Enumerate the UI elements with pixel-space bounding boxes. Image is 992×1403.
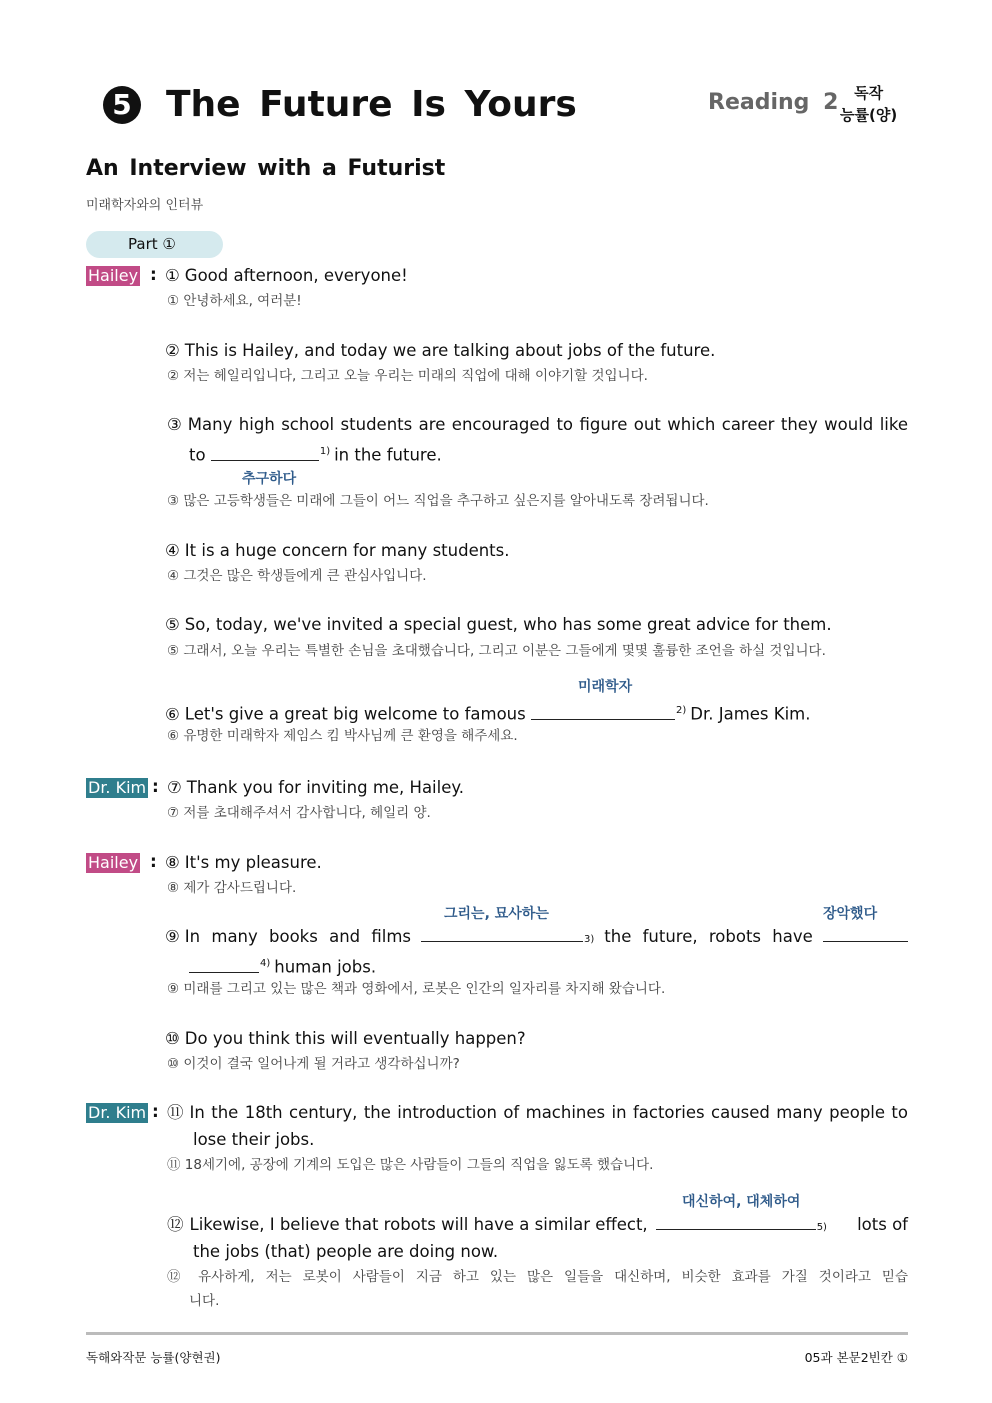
sentence-3-line1 xyxy=(167,415,908,435)
translation-6: ⑥ 유명한 미래학자 제임스 킴 박사님께 큰 환영을 해주세요. xyxy=(167,728,518,744)
sentence-number: ① xyxy=(165,266,180,285)
speaker-tag-hailey: Hailey xyxy=(88,266,139,285)
answer-blank-5[interactable] xyxy=(656,1216,816,1230)
speaker-tag-dr-kim: Dr. Kim xyxy=(88,778,147,797)
sentence-text: to xyxy=(189,445,206,465)
sentence-11-line1 xyxy=(167,1103,908,1123)
sentence-5 xyxy=(165,615,832,635)
sentence-text: It's my pleasure. xyxy=(184,853,322,872)
sentence-number: ⑥ xyxy=(165,704,180,724)
blank-number: 1) xyxy=(319,446,331,457)
translation-3: ③ 많은 고등학생들은 미래에 그들이 어느 직업을 추구하고 싶은지를 알아내도록 장려됩니다. xyxy=(167,493,709,509)
speaker-tag-dr-kim: Dr. Kim xyxy=(88,1103,147,1122)
sentence-text: Dr. James Kim. xyxy=(690,704,811,724)
book-label-line1: 독작 xyxy=(854,84,884,102)
part-label: Part ① xyxy=(86,231,223,258)
sentence-text: human jobs. xyxy=(274,957,377,977)
hint-3: 그리는, 묘사하는 xyxy=(444,906,549,922)
sentence-number: ⑤ xyxy=(165,615,180,634)
translation-2: ② 저는 헤일리입니다, 그리고 오늘 우리는 미래의 직업에 대해 이야기할 것입니다. xyxy=(167,368,648,384)
speaker-tag-hailey: Hailey xyxy=(88,853,139,872)
translation-5: ⑤ 그래서, 오늘 우리는 특별한 손님을 초대했습니다, 그리고 이분은 그들에게 몇몇 훌륭한 조언을 하실 것입니다. xyxy=(167,643,826,659)
hint-4: 장악했다 xyxy=(823,906,878,922)
book-label xyxy=(840,82,897,126)
sentence-text: This is Hailey, and today we are talking about jobs of the future. xyxy=(184,341,716,360)
footer-page-label: 05과 본문2빈칸 ① xyxy=(804,1350,908,1365)
sentence-text: the future, robots have xyxy=(604,927,813,946)
speaker-colon: : xyxy=(152,777,159,797)
answer-blank-4[interactable] xyxy=(823,928,908,942)
sentence-text: Good afternoon, everyone! xyxy=(184,266,408,285)
sentence-text: In the 18th century, the introduction of machines in factories caused many people to xyxy=(189,1103,908,1122)
blank-number: 2) xyxy=(676,705,687,716)
sentence-number: ⑪ xyxy=(167,1103,184,1122)
sentence-7 xyxy=(167,778,464,798)
sentence-8 xyxy=(165,853,322,873)
blank-number: 5) xyxy=(816,1222,827,1233)
answer-blank-3[interactable] xyxy=(421,928,583,942)
book-label-line2: 능률(양) xyxy=(840,106,898,124)
sentence-text: So, today, we've invited a special guest, who has some great advice for them. xyxy=(184,615,832,634)
sentence-12-line2: the jobs (that) people are doing now. xyxy=(193,1242,499,1261)
sentence-number: ④ xyxy=(165,541,180,560)
sentence-number: ⑩ xyxy=(165,1029,180,1048)
footer-divider xyxy=(86,1332,908,1335)
translation-4: ④ 그것은 많은 학생들에게 큰 관심사입니다. xyxy=(167,568,427,584)
translation-11: ⑪ 18세기에, 공장에 기계의 도입은 많은 사람들이 그들의 직업을 잃도록 했습니다. xyxy=(167,1157,654,1173)
sentence-9-line1 xyxy=(165,927,908,950)
hint-1: 추구하다 xyxy=(242,471,297,487)
hint-2: 미래학자 xyxy=(578,679,633,695)
sentence-text: in the future. xyxy=(334,445,442,465)
sentence-text: lots of xyxy=(857,1215,908,1234)
footer-book-title: 독해와작문 능률(양현권) xyxy=(86,1350,221,1365)
sentence-4 xyxy=(165,541,510,561)
sentence-text: Likewise, I believe that robots will have a similar effect, xyxy=(189,1215,648,1234)
sentence-6 xyxy=(165,701,811,725)
answer-blank-2[interactable] xyxy=(531,706,675,720)
translation-9: ⑨ 미래를 그리고 있는 많은 책과 영화에서, 로봇은 인간의 일자리를 차지해 왔습니다. xyxy=(167,981,666,997)
reading-label: Reading 2 xyxy=(708,90,839,115)
sentence-text: Many high school students are encouraged to figure out which career they would like xyxy=(187,415,908,434)
blank-number: 3) xyxy=(584,934,595,945)
answer-blank-4-continued[interactable] xyxy=(189,959,259,973)
sentence-number: ⑧ xyxy=(165,853,180,872)
blank-number: 4) xyxy=(260,958,271,969)
speaker-colon: : xyxy=(152,1102,159,1122)
translation-12-line2: 니다. xyxy=(189,1293,220,1309)
article-title: An Interview with a Futurist xyxy=(86,156,446,181)
sentence-text: It is a huge concern for many students. xyxy=(184,541,510,560)
speaker-colon: : xyxy=(150,852,157,872)
lesson-title: The Future Is Yours xyxy=(166,84,577,125)
hint-5: 대신하여, 대체하여 xyxy=(682,1194,801,1210)
translation-1: ① 안녕하세요, 여러분! xyxy=(167,293,302,309)
sentence-12-line1 xyxy=(167,1215,908,1238)
sentence-9-line2 xyxy=(189,954,376,978)
lesson-number-badge: 5 xyxy=(103,86,141,124)
translation-8: ⑧ 제가 감사드립니다. xyxy=(167,880,297,896)
sentence-text: Thank you for inviting me, Hailey. xyxy=(186,778,465,797)
sentence-text: Let's give a great big welcome to famous xyxy=(184,704,526,724)
sentence-number: ⑨ xyxy=(165,927,180,946)
sentence-number: ③ xyxy=(167,415,182,434)
sentence-10 xyxy=(165,1029,526,1049)
sentence-text: Do you think this will eventually happen? xyxy=(184,1029,526,1048)
sentence-number: ⑦ xyxy=(167,778,182,797)
sentence-3-line2 xyxy=(189,442,442,466)
translation-10: ⑩ 이것이 결국 일어나게 될 거라고 생각하십니까? xyxy=(167,1056,460,1072)
translation-12-line1: ⑫ 유사하게, 저는 로봇이 사람들이 지금 하고 있는 많은 일들을 대신하며, 비슷한 효과를 가질 것이라고 믿습 xyxy=(167,1269,908,1285)
speaker-colon: : xyxy=(150,265,157,285)
sentence-2 xyxy=(165,341,715,361)
sentence-text: In many books and films xyxy=(184,927,412,946)
sentence-11-line2: lose their jobs. xyxy=(193,1130,315,1149)
translation-7: ⑦ 저를 초대해주셔서 감사합니다, 헤일리 양. xyxy=(167,805,431,821)
sentence-number: ⑫ xyxy=(167,1215,184,1234)
article-title-korean: 미래학자와의 인터뷰 xyxy=(86,198,204,213)
sentence-1 xyxy=(165,266,408,286)
answer-blank-1[interactable] xyxy=(211,447,319,461)
sentence-number: ② xyxy=(165,341,180,360)
